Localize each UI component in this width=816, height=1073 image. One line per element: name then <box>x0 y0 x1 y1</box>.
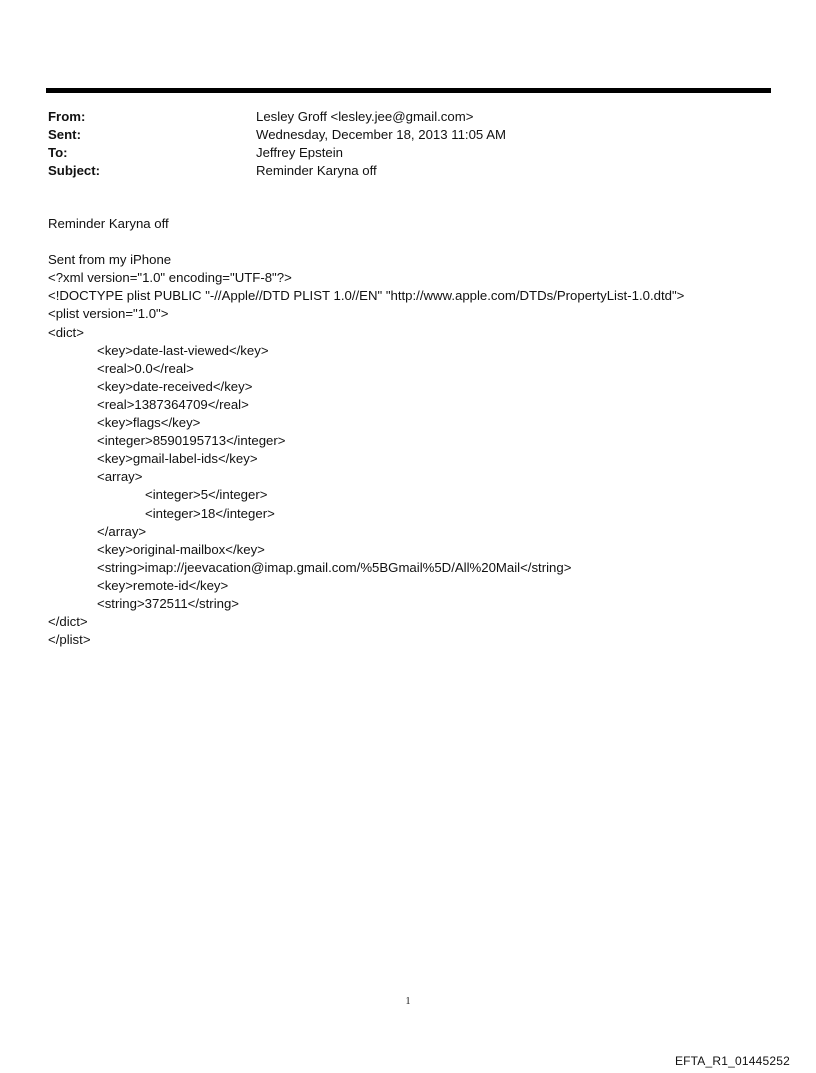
plist-line: <key>date-last-viewed</key> <box>97 342 269 358</box>
plist-line: <real>1387364709</real> <box>97 396 249 412</box>
body-spacer <box>48 233 788 251</box>
message-text: Reminder Karyna off <box>48 216 169 231</box>
email-body <box>48 215 788 649</box>
subject-label: Subject: <box>48 163 101 178</box>
plist-line: <plist version="1.0"> <box>48 306 169 322</box>
to-label: To: <box>48 145 68 160</box>
plist-line: <key>original-mailbox</key> <box>97 541 265 557</box>
plist-line: </plist> <box>48 632 91 648</box>
plist-line: <string>372511</string> <box>97 595 239 611</box>
sent-label: Sent: <box>48 127 81 142</box>
plist-line: <key>flags</key> <box>97 415 201 431</box>
subject-row <box>48 162 748 180</box>
to-value: Jeffrey Epstein <box>256 145 343 160</box>
from-value: Lesley Groff <lesley.jee@gmail.com> <box>256 109 474 124</box>
from-label: From: <box>48 109 86 124</box>
plist-line: </dict> <box>48 614 88 630</box>
document-id: EFTA_R1_01445252 <box>674 1054 790 1068</box>
sent-value: Wednesday, December 18, 2013 11:05 AM <box>256 127 506 142</box>
plist-line: <integer>18</integer> <box>145 505 275 521</box>
plist-line: <dict> <box>48 324 84 340</box>
plist-line: <string>imap://jeevacation@imap.gmail.com/%5BGmail%5D/All%20Mail</string> <box>97 559 572 575</box>
plist-line: <!DOCTYPE plist PUBLIC "-//Apple//DTD PLIST 1.0//EN" "http://www.apple.com/DTDs/PropertyList-1.0.dtd"> <box>48 288 685 304</box>
subject-value: Reminder Karyna off <box>256 163 377 178</box>
plist-line: </array> <box>97 523 147 539</box>
from-row <box>48 108 748 126</box>
plist-line: <key>date-received</key> <box>97 378 253 394</box>
plist-line: <integer>5</integer> <box>145 487 268 503</box>
page-number: 1 <box>405 996 411 1007</box>
header-rule <box>46 88 771 93</box>
email-header <box>48 108 748 180</box>
plist-line: <integer>8590195713</integer> <box>97 433 286 449</box>
signature-text: Sent from my iPhone <box>48 252 172 268</box>
sent-row <box>48 126 748 144</box>
plist-line: <?xml version="1.0" encoding="UTF-8"?> <box>48 270 292 286</box>
plist-line: <real>0.0</real> <box>97 360 194 376</box>
plist-line: <key>remote-id</key> <box>97 577 229 593</box>
plist-line: <array> <box>97 469 143 485</box>
to-row <box>48 144 748 162</box>
plist-line: <key>gmail-label-ids</key> <box>97 451 258 467</box>
